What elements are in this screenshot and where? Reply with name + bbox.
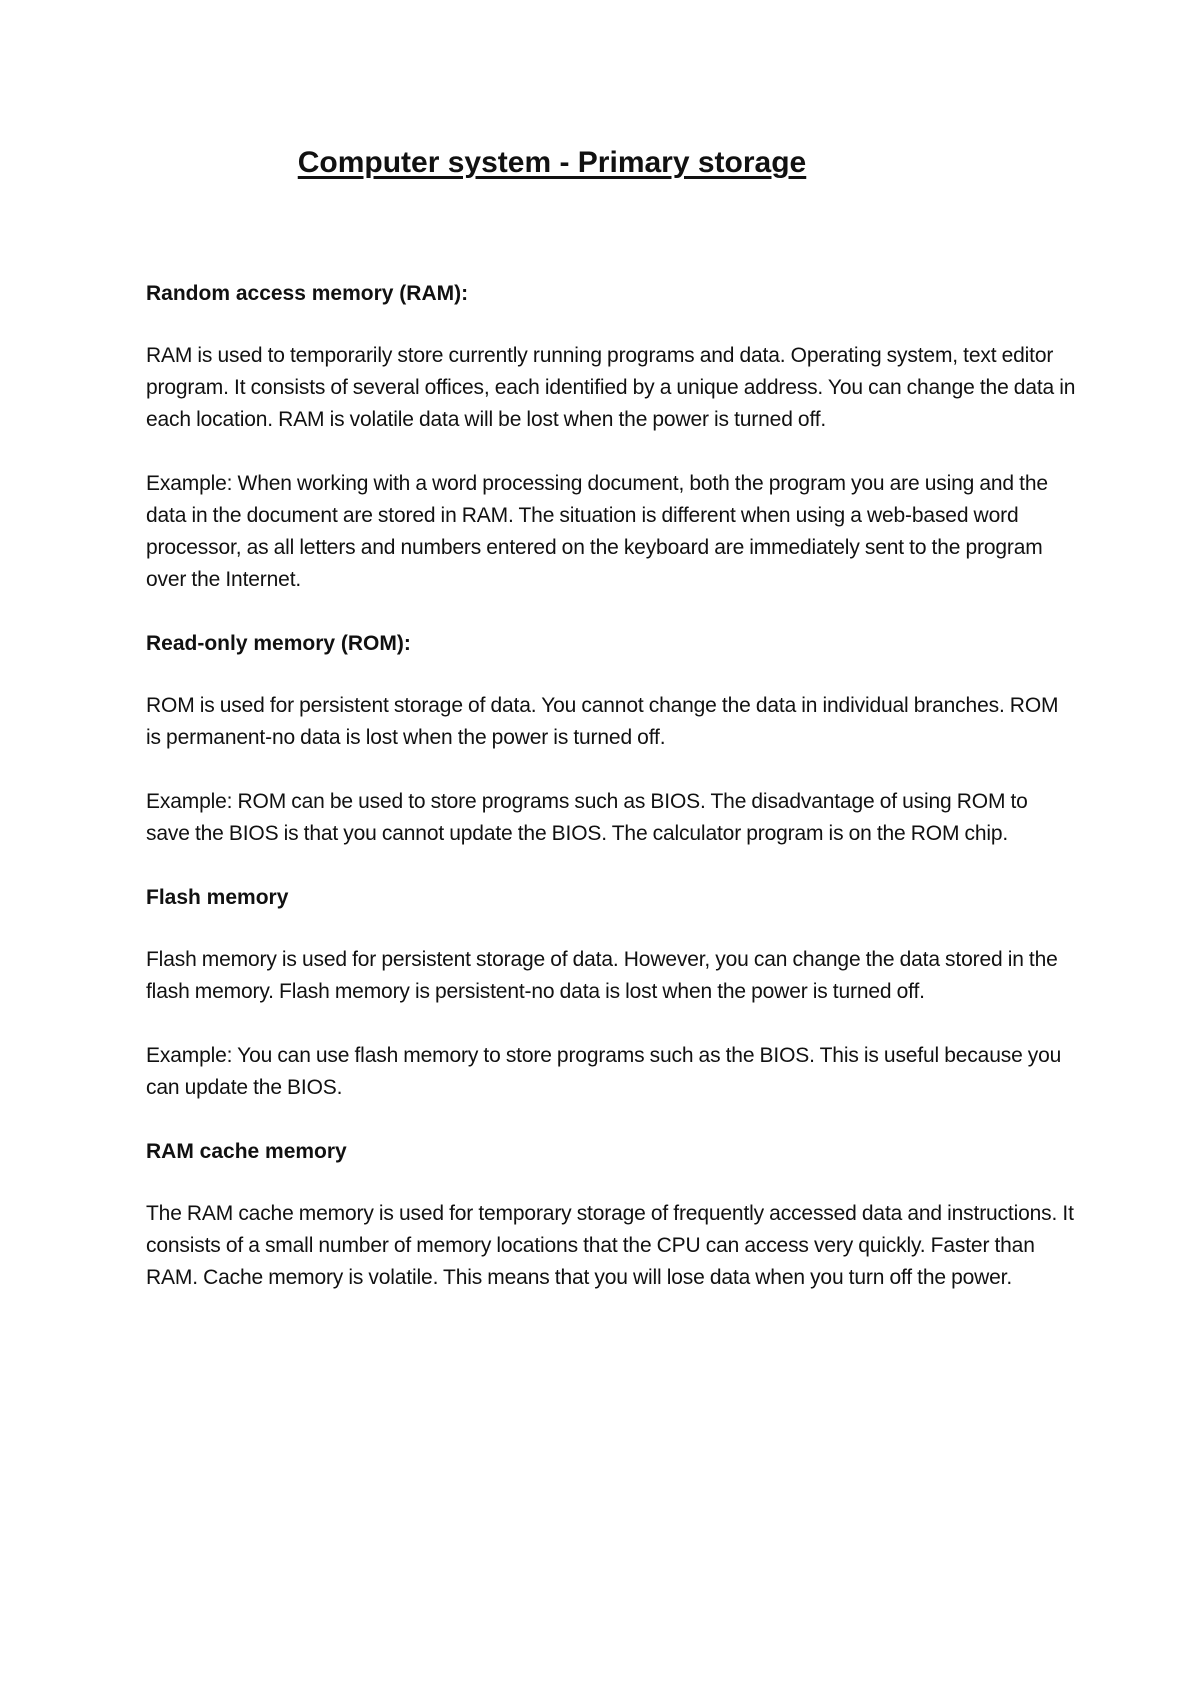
section-heading-flash: Flash memory [146, 886, 289, 909]
section-heading-cache: RAM cache memory [146, 1140, 347, 1163]
section-flash [146, 882, 1076, 1104]
section-ram [146, 278, 1076, 596]
paragraph-ram-example: Example: When working with a word processing document, both the program you are using and the data in the document are stored in RAM. The situation is different when using a web-based word processor, as all letters and numbers entered on the keyboard are immediately sent to the program over the Internet. [146, 472, 1048, 591]
section-heading-ram: Random access memory (RAM): [146, 282, 469, 305]
paragraph-flash-description: Flash memory is used for persistent storage of data. However, you can change the data stored in the flash memory. Flash memory is persistent-no data is lost when the power is turned off. [146, 948, 1058, 1003]
section-heading-rom: Read-only memory (ROM): [146, 632, 411, 655]
document-body [146, 278, 1076, 1326]
paragraph-rom-description: ROM is used for persistent storage of data. You cannot change the data in individual branches. ROM is permanent-no data is lost when the power is turned off. [146, 694, 1059, 749]
page-title: Computer system - Primary storage [297, 146, 807, 179]
section-cache [146, 1136, 1076, 1294]
paragraph-cache-description: The RAM cache memory is used for temporary storage of frequently accessed data and instructions. It consists of a small number of memory locations that the CPU can access very quickly. Faster than RAM. Cache memory is volatile. This means that you will lose data when you turn off the power. [146, 1202, 1074, 1289]
paragraph-rom-example: Example: ROM can be used to store programs such as BIOS. The disadvantage of using ROM to save the BIOS is that you cannot update the BIOS. The calculator program is on the ROM chip. [146, 790, 1028, 845]
paragraph-ram-description: RAM is used to temporarily store currently running programs and data. Operating system, text editor program. It consists of several offices, each identified by a unique address. You can change the data in each location. RAM is volatile data will be lost when the power is turned off. [146, 344, 1076, 431]
section-rom [146, 628, 1076, 850]
paragraph-flash-example: Example: You can use flash memory to store programs such as the BIOS. This is useful because you can update the BIOS. [146, 1044, 1062, 1099]
